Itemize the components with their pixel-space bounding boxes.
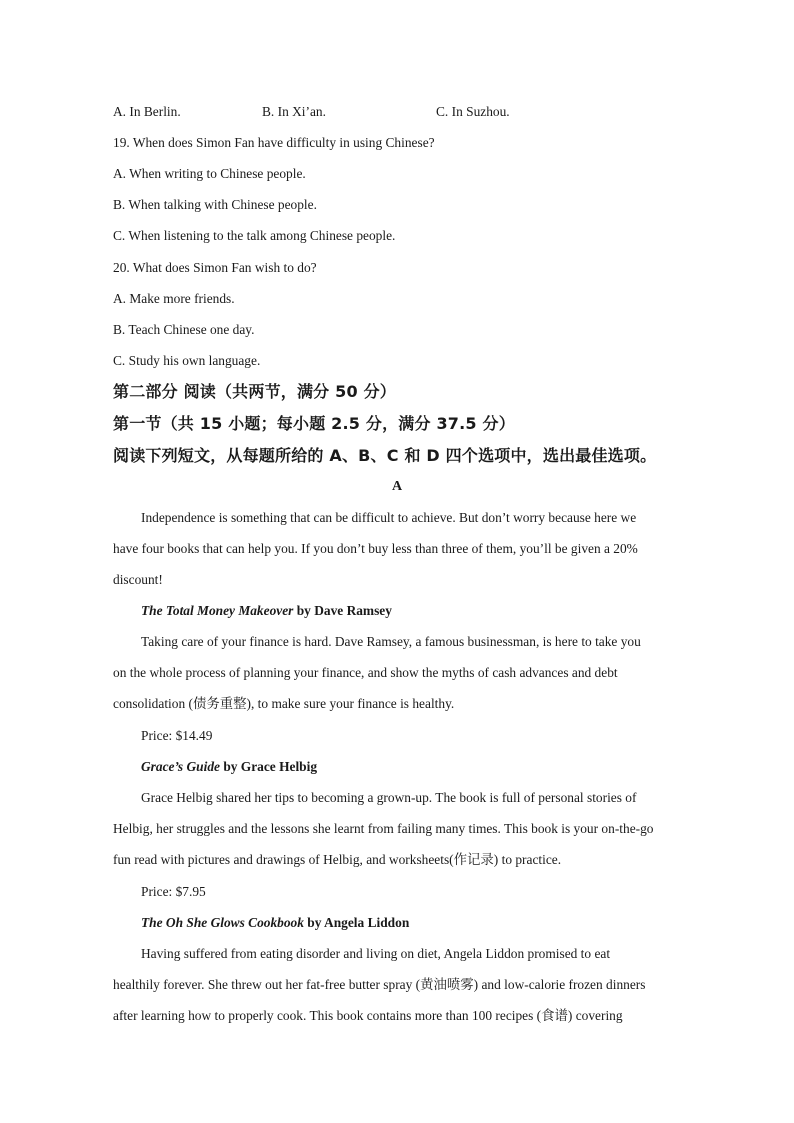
book-title-2-name: Grace’s Guide (141, 759, 220, 774)
book-1-desc-line-2: on the whole process of planning your finance, and show the myths of cash advances and debt (113, 665, 618, 680)
book-title-1 (141, 602, 392, 620)
book-title-3-name: The Oh She Glows Cookbook (141, 915, 304, 930)
section-part-heading: 第二部分 阅读（共两节，满分 50 分） (113, 382, 396, 401)
book-3-desc-line-2: healthily forever. She threw out her fat-free butter spray (黄油喷雾) and low-calorie frozen dinners (113, 977, 646, 992)
q19-option-a: A. When writing to Chinese people. (113, 166, 306, 181)
q20-stem: 20. What does Simon Fan wish to do? (113, 260, 317, 275)
book-title-3-author: by Angela Liddon (303, 915, 410, 930)
book-title-3 (141, 914, 409, 932)
book-1-desc-line-1: Taking care of your finance is hard. Dave Ramsey, a famous businessman, is here to take you (141, 634, 641, 649)
q20-option-a: A. Make more friends. (113, 291, 235, 306)
book-3-desc-line-1: Having suffered from eating disorder and living on diet, Angela Liddon promised to eat (141, 946, 611, 961)
book-title-1-name: The Total Money Makeover (141, 603, 294, 618)
q20-option-b: B. Teach Chinese one day. (113, 322, 255, 337)
book-3-desc-line-3: after learning how to properly cook. This book contains more than 100 recipes (食谱) covering (113, 1008, 623, 1023)
q19-option-b: B. When talking with Chinese people. (113, 197, 317, 212)
q19-stem: 19. When does Simon Fan have difficulty in using Chinese? (113, 135, 435, 150)
passage-label: A (391, 479, 403, 494)
book-1-price: Price: $14.49 (141, 728, 213, 743)
book-2-desc-line-1: Grace Helbig shared her tips to becoming a grown-up. The book is full of personal stories of (141, 790, 637, 805)
book-2-desc-line-2: Helbig, her struggles and the lessons she learnt from failing many times. This book is your on-the-go (113, 821, 654, 836)
book-title-2-author: by Grace Helbig (219, 759, 318, 774)
q19-option-c: C. When listening to the talk among Chinese people. (113, 228, 396, 243)
section-sub-heading: 第一节（共 15 小题；每小题 2.5 分，满分 37.5 分） (113, 414, 515, 433)
book-2-price: Price: $7.95 (141, 884, 206, 899)
q18-option-a: A. In Berlin. (113, 104, 181, 119)
book-2-desc-line-3: fun read with pictures and drawings of Helbig, and worksheets(作记录) to practice. (113, 852, 562, 867)
book-title-1-author: by Dave Ramsey (293, 603, 392, 618)
section-instruction: 阅读下列短文，从每题所给的 A、B、C 和 D 四个选项中，选出最佳选项。 (113, 446, 657, 465)
intro-line-1: Independence is something that can be difficult to achieve. But don’t worry because here we (141, 510, 637, 525)
book-1-desc-line-3: consolidation (债务重整), to make sure your finance is healthy. (113, 696, 455, 711)
intro-line-3: discount! (113, 572, 163, 587)
q18-option-b: B. In Xi’an. (262, 104, 326, 119)
q20-option-c: C. Study his own language. (113, 353, 261, 368)
intro-line-2: have four books that can help you. If you don’t buy less than three of them, you’ll be given a 20% (113, 541, 638, 556)
book-title-2 (141, 758, 317, 776)
q18-option-c: C. In Suzhou. (436, 104, 510, 119)
